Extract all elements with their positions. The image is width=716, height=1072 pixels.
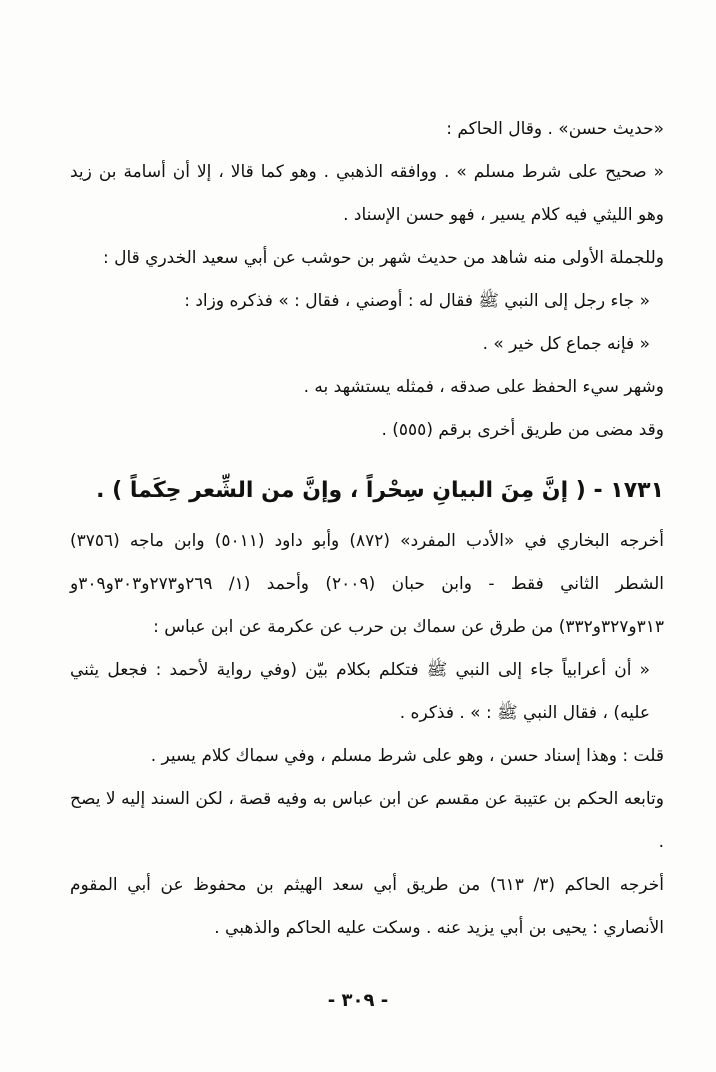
paragraph-shahr-note: وشهر سيء الحفظ على صدقه ، فمثله يستشهد به . — [303, 377, 664, 397]
paragraph-follow-up: وتابعه الحكم بن عتيبة عن مقسم عن ابن عباس به وفيه قصة ، لكن السند إليه لا يصح . — [70, 789, 664, 852]
quote-bedouin: « أن أعرابياً جاء إلى النبي ﷺ فتكلم بكلام بيّن (وفي رواية لأحمد : فجعل يثني عليه) ، فقال النبي ﷺ : » . فذكره . — [70, 660, 650, 723]
quote-addition: « فإنه جماع كل خير » . — [482, 334, 650, 354]
text-line-hadith-grade: «حديث حسن» . وقال الحاكم : — [446, 119, 664, 139]
paragraph-reference: وقد مضى من طريق أخرى برقم (٥٥٥) . — [381, 420, 664, 440]
paragraph-witness: وللجملة الأولى منه شاهد من حديث شهر بن حوشب عن أبي سعيد الخدري قال : — [102, 248, 664, 268]
page-body — [70, 108, 664, 950]
hadith-heading: ١٧٣١ - ( إنَّ مِنَ البيانِ سِحْراً ، وإنَّ من الشِّعر حِكَماً ) . — [96, 478, 664, 503]
paragraph-isnad-remark: قلت : وهذا إسناد حسن ، وهو على شرط مسلم ، وفي سماك كلام يسير . — [150, 746, 664, 766]
quote-advice: « جاء رجل إلى النبي ﷺ فقال له : أوصني ، فقال : » فذكره وزاد : — [184, 291, 650, 311]
spacer — [70, 452, 664, 458]
paragraph-hakim-source: أخرجه الحاكم (٣/ ٦١٣) من طريق أبي سعد الهيثم بن محفوظ عن أبي المقوم الأنصاري : يحيى بن أبي يزيد عنه . وسكت عليه الحاكم والذهبي . — [70, 875, 664, 938]
page-number: - ٣٠٩ - — [327, 990, 389, 1011]
paragraph-hakim-verdict: « صحيح على شرط مسلم » . ووافقه الذهبي . وهو كما قالا ، إلا أن أسامة بن زيد وهو الليثي فيه كلام يسير ، فهو حسن الإسناد . — [70, 162, 664, 225]
paragraph-sources: أخرجه البخاري في «الأدب المفرد» (٨٧٢) وأبو داود (٥٠١١) وابن ماجه (٣٧٥٦) الشطر الثاني فقط - وابن حبان (٢٠٠٩) وأحمد (١/ ٢٦٩و٢٧٣و٣٠٣و٣٠٩و ٣١٣و٣٢٧و٣٣٢) من طرق عن سماك بن حرب عن عكرمة عن ابن عباس : — [70, 531, 665, 637]
